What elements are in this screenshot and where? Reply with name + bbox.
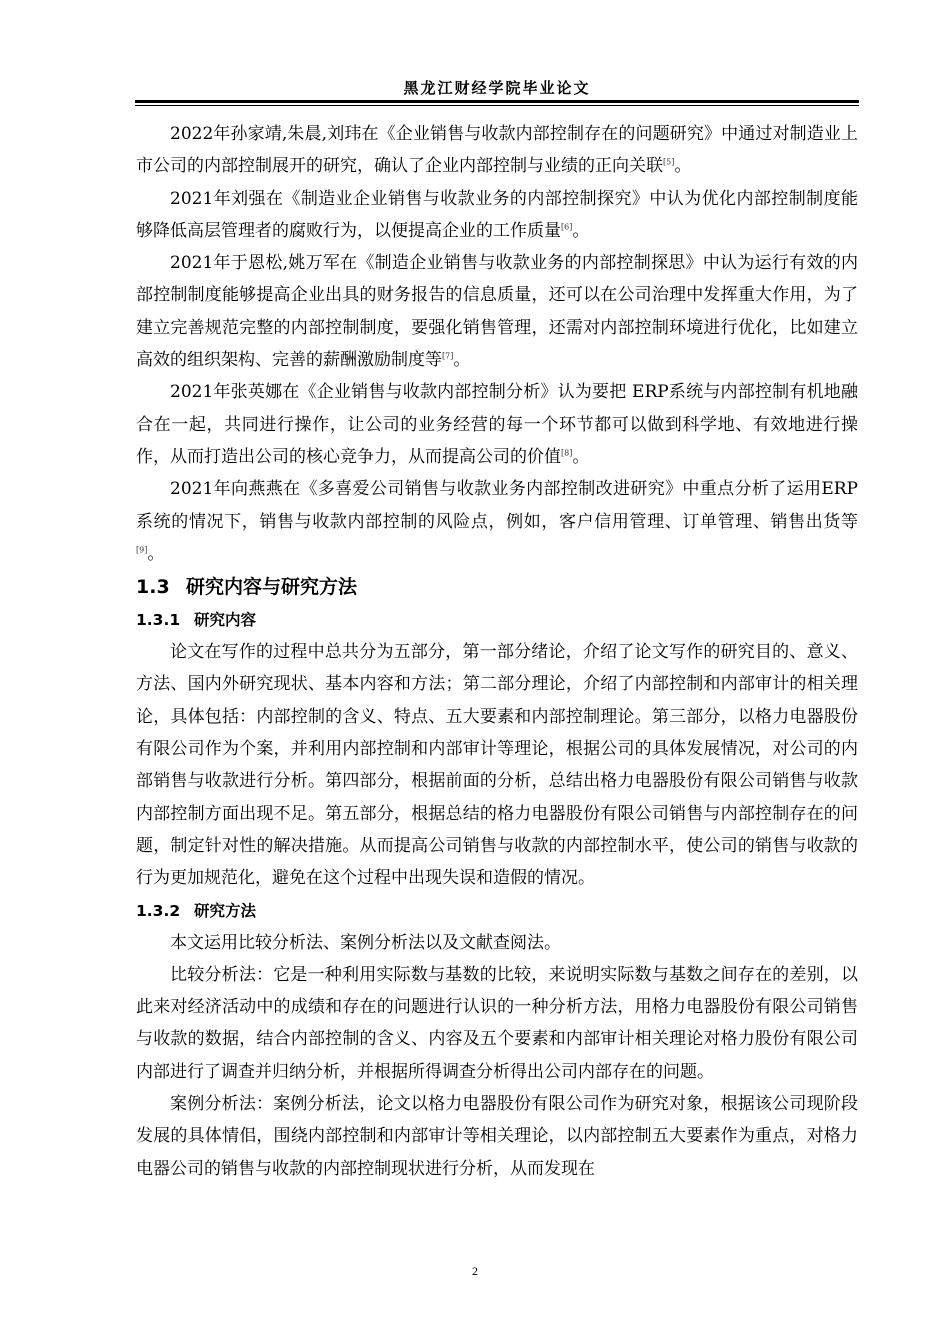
subsection-number: 1.3.2 <box>136 901 181 920</box>
paragraph-research-content: 论文在写作的过程中总共分为五部分，第一部分绪论，介绍了论文写作的研究目的、意义、方法、国内外研究现状、基本内容和方法；第二部分理论，介绍了内部控制和内部审计的相关理论，具体包括：内部控制的含义、特点、五大要素和内部控制理论。第三部分，以格力电器股份有限公司作为个案，并利用内部控制和内部审计等理论，根据公司的具体发展情况，对公司的内部销售与收款进行分析。第四部分，根据前面的分析，总结出格力电器股份有限公司销售与收款内部控制方面出现不足。第五部分，根据总结的格力电器股份有限公司销售与内部控制存在的问题，制定针对性的解决措施。从而提高公司销售与收款的内部控制水平，使公司的销售与收款的行为更加规范化，避免在这个过程中出现失误和造假的情况。 <box>136 642 858 889</box>
citation-7[interactable]: [7] <box>442 351 454 361</box>
citation-6[interactable]: [6] <box>561 222 573 232</box>
paragraph-ref-8: 2021年张英娜在《企业销售与收款内部控制分析》认为要把 ERP系统与内部控制有机地融合在一起，共同进行操作，让公司的业务经营的每一个环节都可以做到科学地、有效地进行操作，从而打造出公司的核心竞争力，从而提高公司的价值[8]。 <box>136 382 858 467</box>
subsection-title: 研究方法 <box>194 901 257 920</box>
page-header-title: 黑龙江财经学院毕业论文 <box>403 79 591 97</box>
subsection-title: 研究内容 <box>194 611 257 630</box>
header-rule-thick <box>135 100 859 103</box>
section-number: 1.3 <box>136 576 170 599</box>
citation-9[interactable]: [9] <box>136 545 148 555</box>
subsection-heading-1-3-2 <box>136 895 858 927</box>
paragraph-case-analysis: 案例分析法：案例分析法，论文以格力电器股份有限公司作为研究对象，根据该公司现阶段发展的具体情佀，围绕内部控制和内部审计等相关理论，以内部控制五大要素作为重点，对格力电器公司的销售与收款的内部控制现状进行分析，从而发现在 <box>136 1094 858 1179</box>
paragraph-ref-5: 2022年孙家靖,朱晨,刘玮在《企业销售与收款内部控制存在的问题研究》中通过对制造业上市公司的内部控制展开的研究，确认了企业内部控制与业绩的正向关联[5]。 <box>136 124 858 177</box>
paragraph-ref-9: 2021年向燕燕在《多喜爱公司销售与收款业务内部控制改进研究》中重点分析了运用ERP系统的情况下，销售与收款内部控制的风险点，例如，客户信用管理、订单管理、销售出货等[9]。 <box>136 479 858 564</box>
citation-5[interactable]: [5] <box>663 157 675 167</box>
section-heading-1-3 <box>136 570 858 604</box>
citation-8[interactable]: [8] <box>561 448 573 458</box>
paragraph-methods-intro: 本文运用比较分析法、案例分析法以及文献查阅法。 <box>170 932 561 953</box>
page-number: 2 <box>472 1264 478 1278</box>
paragraph-comparative-analysis: 比较分析法：它是一种利用实际数与基数的比较，来说明实际数与基数之间存在的差别，以此来对经济活动中的成绩和存在的问题进行认识的一种分析方法，用格力电器股份有限公司销售与收款的数据，结合内部控制的含义、内容及五个要素和内部审计相关理论对格力股份有限公司内部进行了调查并归纳分析，并根据所得调查分析得出公司内部存在的问题。 <box>136 964 858 1082</box>
subsection-heading-1-3-1 <box>136 604 858 636</box>
paragraph-ref-7: 2021年于恩松,姚万军在《制造企业销售与收款业务的内部控制探思》中认为运行有效的内部控制制度能够提高企业出具的财务报告的信息质量，还可以在公司治理中发挥重大作用，为了建立完善规范完整的内部控制制度，要强化销售管理，还需对内部控制环境进行优化，比如建立高效的组织架构、完善的薪酬激励制度等[7]。 <box>136 253 858 371</box>
page-body <box>136 118 858 1185</box>
header-rule-thin <box>135 105 859 106</box>
subsection-number: 1.3.1 <box>136 611 181 630</box>
paragraph-ref-6: 2021年刘强在《制造业企业销售与收款业务的内部控制探究》中认为优化内部控制制度能够降低高层管理者的腐败行为，以便提高企业的工作质量[6]。 <box>136 188 858 241</box>
section-title: 研究内容与研究方法 <box>186 576 358 599</box>
